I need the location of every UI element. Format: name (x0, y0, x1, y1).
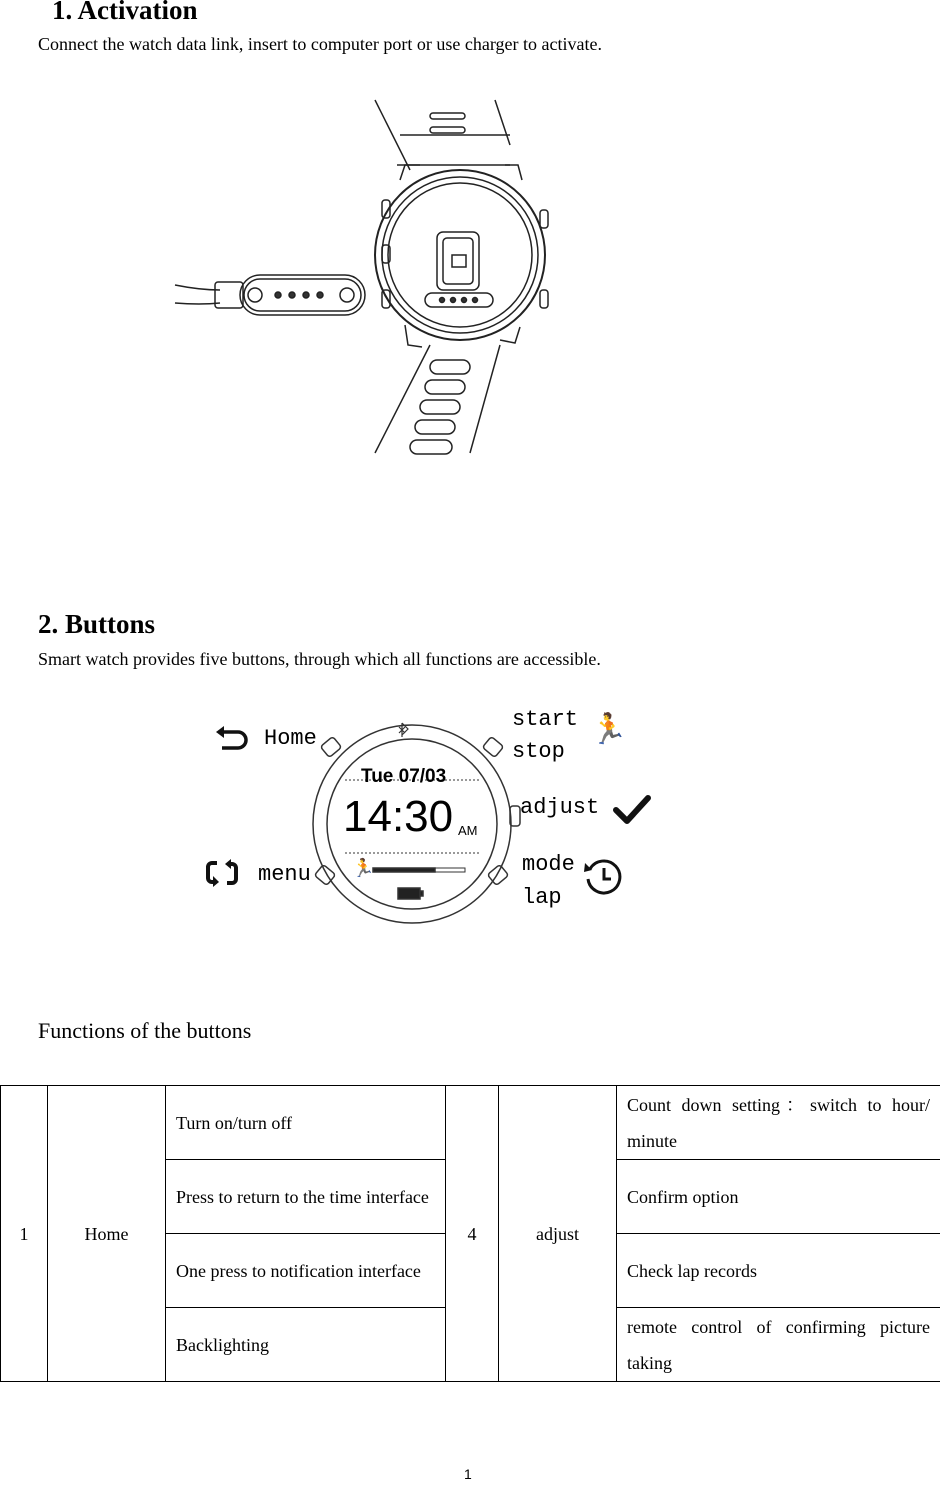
function-cell: Press to return to the time interface (166, 1160, 446, 1234)
menu-button-label: menu (258, 862, 311, 887)
watch-buttons-diagram (0, 700, 940, 930)
watch-time: 14:30 (343, 792, 454, 841)
watch-ampm: AM (458, 823, 478, 838)
button-name-cell: adjust (499, 1086, 617, 1382)
adjust-button-label: adjust (520, 795, 600, 820)
function-cell: remote control of confirming picture taking (617, 1308, 940, 1382)
history-clock-icon (582, 855, 626, 899)
button-number-cell: 4 (446, 1086, 499, 1382)
button-number-cell: 1 (1, 1086, 48, 1382)
page-number: 1 (464, 1466, 472, 1482)
button-name-cell: Home (48, 1086, 166, 1382)
runner-small-icon: 🏃 (352, 858, 375, 878)
charger-connector-icon (215, 275, 365, 315)
function-cell: One press to notification interface (166, 1234, 446, 1308)
function-cell: Check lap records (617, 1234, 940, 1308)
back-arrow-icon (212, 725, 248, 751)
section-heading-activation: 1. Activation (52, 0, 198, 25)
checkmark-icon (612, 794, 652, 826)
refresh-icon (205, 858, 239, 888)
section-heading-buttons: 2. Buttons (38, 609, 156, 639)
watch-date: Tue 07/03 (361, 766, 447, 787)
functions-title: Functions of the buttons (38, 1018, 252, 1043)
activation-description: Connect the watch data link, insert to computer port or use charger to activate. (38, 34, 602, 54)
function-cell: Turn on/turn off (166, 1086, 446, 1160)
function-cell: Count down setting：switch to hour/ minute (617, 1086, 940, 1160)
function-cell: Confirm option (617, 1160, 940, 1234)
buttons-description: Smart watch provides five buttons, through which all functions are accessible. (38, 649, 601, 669)
mode-button-label: mode (522, 852, 575, 877)
runner-icon: 🏃 (590, 713, 628, 746)
table-row (1, 1086, 940, 1160)
button-functions-table (0, 1085, 940, 1382)
watch-charger-illustration (160, 95, 580, 460)
home-button-label: Home (264, 726, 317, 751)
stop-button-label: stop (512, 739, 565, 764)
start-button-label: start (512, 707, 579, 732)
function-cell: Backlighting (166, 1308, 446, 1382)
lap-button-label: lap (522, 885, 562, 910)
